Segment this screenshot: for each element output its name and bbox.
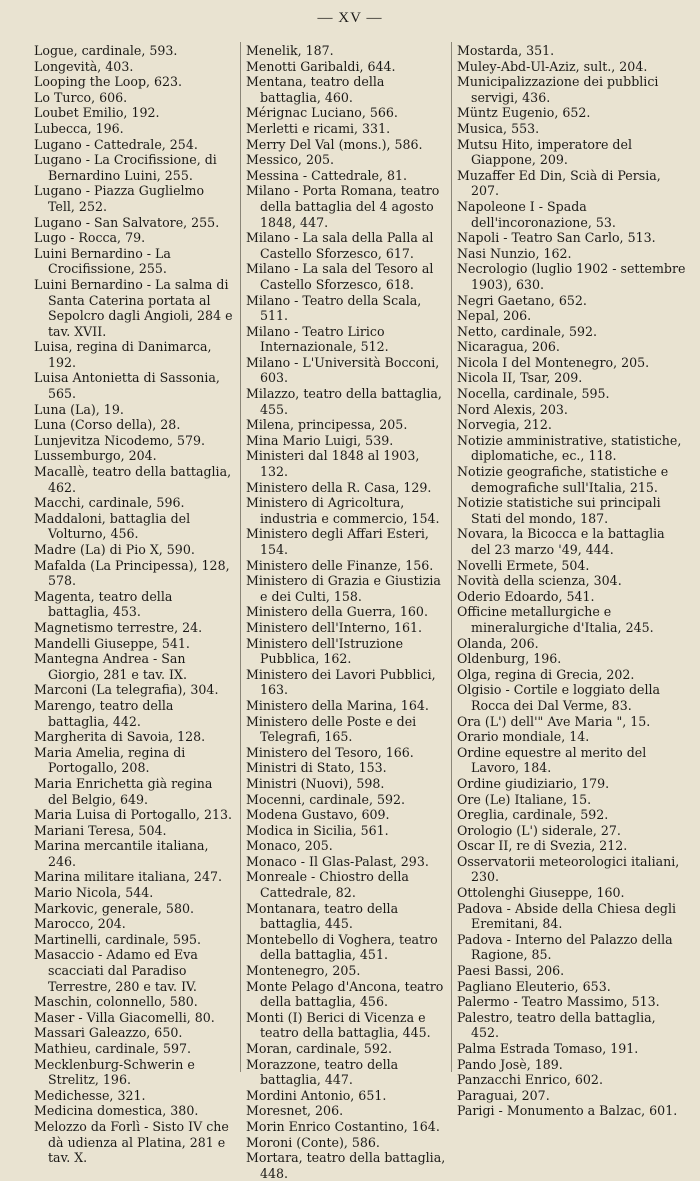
index-column-3 xyxy=(457,43,690,1119)
index-entry: Oscar II, re di Svezia, 212. xyxy=(457,838,628,854)
index-entry: Modica in Sicilia, 561. xyxy=(246,822,389,838)
index-entry: Negri Gaetano, 652. xyxy=(457,292,587,308)
index-entry: Ordine equestre al merito del Lavoro, 184. xyxy=(457,744,651,776)
index-entry: Mantegna Andrea - San Giorgio, 281 e tav. IX. xyxy=(34,651,190,682)
index-entry: Luini Bernardino - La Crocifissione, 255. xyxy=(34,245,175,277)
index-entry: Menelik, 187. xyxy=(246,43,334,58)
index-entry: Palermo - Teatro Massimo, 513. xyxy=(457,994,660,1010)
index-entry: Maria Enrichetta già regina del Belgio, 649. xyxy=(34,775,217,807)
index-entry: Mario Nicola, 544. xyxy=(34,885,154,901)
index-entry: Luini Bernardino - La salma di Santa Caterina portata al Sepolcro dagli Angioli, 284 e tav. XVII. xyxy=(34,276,237,339)
index-entry: Ministero di Agricoltura, industria e commercio, 154. xyxy=(246,495,440,526)
index-entry: Luisa Antonietta di Sassonia, 565. xyxy=(34,370,224,402)
index-entry: Moresnet, 206. xyxy=(246,1103,344,1119)
index-entry: Norvegia, 212. xyxy=(457,417,552,433)
index-entry: Palma Estrada Tomaso, 191. xyxy=(457,1041,639,1056)
index-entry: Massari Galeazzo, 650. xyxy=(34,1025,183,1041)
index-entry: Mentana, teatro della battaglia, 460. xyxy=(246,74,389,105)
index-entry: Melozzo da Forlì - Sisto IV che dà udienza al Platina, 281 e tav. X. xyxy=(34,1118,233,1166)
index-entry: Napoli - Teatro San Carlo, 513. xyxy=(457,230,656,246)
index-entry: Mostarda, 351. xyxy=(457,43,555,58)
index-entry: Pando Josè, 189. xyxy=(457,1056,563,1072)
index-entry: Mina Mario Luigi, 539. xyxy=(246,432,394,448)
index-entry: Marengo, teatro della battaglia, 442. xyxy=(34,697,178,729)
index-entry: Montebello di Voghera, teatro della battaglia, 451. xyxy=(246,931,442,963)
index-entry: Ora (L') dell'" Ave Maria ", 15. xyxy=(457,713,651,729)
index-entry: Padova - Abside della Chiesa degli Eremitani, 84. xyxy=(457,900,681,932)
index-entry: Napoleone I - Spada dell'incoronazione, 53. xyxy=(457,198,616,230)
index-entry: Luna (La), 19. xyxy=(34,401,124,417)
index-entry: Masaccio - Adamo ed Eva scacciati dal Paradiso Terrestre, 280 e tav. IV. xyxy=(34,947,202,994)
index-entry: Maria Amelia, regina di Portogallo, 208. xyxy=(34,744,190,776)
index-entry: Paesi Bassi, 206. xyxy=(457,963,565,979)
index-entry: Lo Turco, 606. xyxy=(34,89,128,105)
index-entry: Mecklenburg-Schwerin e Strelitz, 196. xyxy=(34,1056,199,1088)
index-entry: Notizie amministrative, statistiche, diplomatiche, ec., 118. xyxy=(457,432,686,464)
index-entry: Officine metallurgiche e mineralurgiche d'Italia, 245. xyxy=(457,604,654,635)
index-entry: Ministero della Marina, 164. xyxy=(246,697,429,713)
index-entry: Müntz Eugenio, 652. xyxy=(457,105,591,121)
index-entry: Monaco - Il Glas-Palast, 293. xyxy=(246,853,429,869)
index-entry: Looping the Loop, 623. xyxy=(34,74,183,90)
page-number: — XV — xyxy=(317,10,383,26)
index-entry: Luna (Corso della), 28. xyxy=(34,417,181,433)
index-entry: Lussemburgo, 204. xyxy=(34,448,157,464)
index-entry: Mathieu, cardinale, 597. xyxy=(34,1041,191,1056)
index-entry: Milano - Porta Romana, teatro della battaglia del 4 agosto 1848, 447. xyxy=(246,183,444,230)
index-entry: Madre (La) di Pio X, 590. xyxy=(34,542,195,557)
index-entry: Ottolenghi Giuseppe, 160. xyxy=(457,885,625,901)
index-entry: Notizie statistiche sui principali Stati del mondo, 187. xyxy=(457,495,665,526)
index-entry: Novara, la Bicocca e la battaglia del 23 marzo '49, 444. xyxy=(457,526,669,557)
index-entry: Longevità, 403. xyxy=(34,58,134,74)
index-entry: Maddaloni, battaglia del Volturno, 456. xyxy=(34,510,195,542)
index-entry: Monaco, 205. xyxy=(246,838,333,854)
index-entry: Luisa, regina di Danimarca, 192. xyxy=(34,339,216,370)
index-entry: Milano - La sala della Palla al Castello Sforzesco, 617. xyxy=(246,230,438,261)
index-entry: Musica, 553. xyxy=(457,120,540,136)
index-entry: Parigi - Monumento a Balzac, 601. xyxy=(457,1103,678,1119)
index-entry: Marocco, 204. xyxy=(34,916,126,932)
index-entry: Marina militare italiana, 247. xyxy=(34,869,222,885)
index-entry: Ministri (Nuovi), 598. xyxy=(246,775,385,791)
index-entry: Ministero di Grazia e Giustizia e dei Culti, 158. xyxy=(246,573,445,604)
index-entry: Monreale - Chiostro della Cattedrale, 82. xyxy=(246,869,413,901)
index-entry: Lubecca, 196. xyxy=(34,120,124,136)
index-entry: Lugo - Rocca, 79. xyxy=(34,230,146,246)
index-entry: Monte Pelago d'Ancona, teatro della battaglia, 456. xyxy=(246,978,448,1010)
index-entry: Logue, cardinale, 593. xyxy=(34,43,178,58)
index-entry: Menotti Garibaldi, 644. xyxy=(246,58,396,74)
index-entry: Montanara, teatro della battaglia, 445. xyxy=(246,900,403,932)
index-entry: Novelli Ermete, 504. xyxy=(457,557,590,573)
index-entry: Milano - Teatro Lirico Internazionale, 512. xyxy=(246,323,389,355)
index-entry: Ministero della R. Casa, 129. xyxy=(246,479,432,495)
index-entry: Milena, principessa, 205. xyxy=(246,417,408,433)
column-divider xyxy=(240,42,241,1072)
index-entry: Pagliano Eleuterio, 653. xyxy=(457,978,611,994)
index-entry: Olgisio - Cortile e loggiato della Rocca dei Dal Verme, 83. xyxy=(457,682,665,713)
index-entry: Ore (Le) Italiane, 15. xyxy=(457,791,592,807)
index-entry: Osservatorii meteorologici italiani, 230. xyxy=(457,853,684,885)
index-entry: Paraguai, 207. xyxy=(457,1087,550,1103)
index-entry: Maria Luisa di Portogallo, 213. xyxy=(34,807,232,823)
index-entry: Oderio Edoardo, 541. xyxy=(457,588,595,604)
column-divider xyxy=(451,42,452,1072)
index-entry: Merletti e ricami, 331. xyxy=(246,120,391,136)
index-entry: Magenta, teatro della battaglia, 453. xyxy=(34,588,177,620)
index-entry: Muley-Abd-Ul-Aziz, sult., 204. xyxy=(457,58,648,74)
index-entry: Moran, cardinale, 592. xyxy=(246,1041,392,1056)
index-entry: Nicola I del Montenegro, 205. xyxy=(457,354,650,370)
index-entry: Nasi Nunzio, 162. xyxy=(457,245,572,261)
index-entry: Moroni (Conte), 586. xyxy=(246,1134,380,1150)
index-entry: Lugano - La Crocifissione, di Bernardino Luini, 255. xyxy=(34,152,221,183)
index-entry: Martinelli, cardinale, 595. xyxy=(34,931,201,947)
index-entry: Necrologio (luglio 1902 - settembre 1903), 630. xyxy=(457,261,690,292)
index-entry: Montenegro, 205. xyxy=(246,963,361,979)
index-entry: Olanda, 206. xyxy=(457,635,539,651)
index-entry: Lugano - San Salvatore, 255. xyxy=(34,214,220,230)
index-entry: Municipalizzazione dei pubblici servigi, 436. xyxy=(457,74,663,105)
index-entry: Oreglia, cardinale, 592. xyxy=(457,807,609,823)
index-entry: Mocenni, cardinale, 592. xyxy=(246,791,406,807)
index-entry: Medicina domestica, 380. xyxy=(34,1103,199,1119)
index-entry: Orologio (L') siderale, 27. xyxy=(457,822,621,838)
index-entry: Nord Alexis, 203. xyxy=(457,401,568,417)
index-entry: Lunjevitza Nicodemo, 579. xyxy=(34,432,206,448)
index-column-1 xyxy=(34,43,235,1166)
index-entry: Palestro, teatro della battaglia, 452. xyxy=(457,1009,660,1041)
index-entry: Novità della scienza, 304. xyxy=(457,573,622,589)
index-entry: Mafalda (La Principessa), 128, 578. xyxy=(34,557,234,589)
index-entry: Maser - Villa Giacomelli, 80. xyxy=(34,1009,215,1025)
index-entry: Notizie geografiche, statistiche e demografiche sull'Italia, 215. xyxy=(457,464,673,495)
index-entry: Ministero del Tesoro, 166. xyxy=(246,744,414,760)
index-entry: Messina - Cattedrale, 81. xyxy=(246,167,408,183)
index-entry: Ministero dei Lavori Pubblici, 163. xyxy=(246,666,440,698)
index-entry: Markovic, generale, 580. xyxy=(34,900,194,916)
index-entry: Messico, 205. xyxy=(246,152,334,168)
index-entry: Milano - L'Università Bocconi, 603. xyxy=(246,354,444,386)
index-entry: Morazzone, teatro della battaglia, 447. xyxy=(246,1056,403,1088)
index-entry: Milano - La sala del Tesoro al Castello Sforzesco, 618. xyxy=(246,261,438,292)
index-entry: Nicola II, Tsar, 209. xyxy=(457,370,583,386)
index-entry: Monti (I) Berici di Vicenza e teatro della battaglia, 445. xyxy=(246,1009,431,1041)
index-entry: Nepal, 206. xyxy=(457,308,532,324)
index-entry: Morin Enrico Costantino, 164. xyxy=(246,1118,440,1134)
index-entry: Macallè, teatro della battaglia, 462. xyxy=(34,464,236,495)
index-entry: Panzacchi Enrico, 602. xyxy=(457,1072,603,1088)
index-entry: Milano - Teatro della Scala, 511. xyxy=(246,292,426,324)
index-entry: Mortara, teatro della battaglia, 448. xyxy=(246,1150,450,1181)
index-entry: Milazzo, teatro della battaglia, 455. xyxy=(246,386,446,417)
index-entry: Mandelli Giuseppe, 541. xyxy=(34,635,190,651)
index-entry: Merry Del Val (mons.), 586. xyxy=(246,136,423,152)
index-entry: Ministero delle Finanze, 156. xyxy=(246,557,434,573)
index-entry: Mutsu Hito, imperatore del Giappone, 209. xyxy=(457,136,636,168)
index-entry: Mordini Antonio, 651. xyxy=(246,1087,387,1103)
index-entry: Nicaragua, 206. xyxy=(457,339,560,355)
index-entry: Lugano - Cattedrale, 254. xyxy=(34,136,198,152)
index-entry: Ministri di Stato, 153. xyxy=(246,760,387,776)
index-entry: Oldenburg, 196. xyxy=(457,651,562,667)
index-entry: Ministero della Guerra, 160. xyxy=(246,604,428,620)
index-entry: Marina mercantile italiana, 246. xyxy=(34,838,213,869)
index-entry: Magnetismo terrestre, 24. xyxy=(34,619,203,635)
index-entry: Modena Gustavo, 609. xyxy=(246,807,390,823)
index-entry: Ministero dell'Istruzione Pubblica, 162. xyxy=(246,635,408,667)
index-entry: Nocella, cardinale, 595. xyxy=(457,386,610,402)
index-entry: Medichesse, 321. xyxy=(34,1087,146,1103)
index-entry: Mariani Teresa, 504. xyxy=(34,822,167,838)
index-column-2 xyxy=(246,43,450,1181)
index-entry: Ministero dell'Interno, 161. xyxy=(246,619,423,635)
index-entry: Orario mondiale, 14. xyxy=(457,729,590,745)
index-entry: Margherita di Savoia, 128. xyxy=(34,729,206,745)
index-entry: Ministero degli Affari Esteri, 154. xyxy=(246,526,433,557)
index-entry: Olga, regina di Grecia, 202. xyxy=(457,666,635,682)
index-entry: Muzaffer Ed Din, Scià di Persia, 207. xyxy=(457,167,665,199)
index-entry: Ordine giudiziario, 179. xyxy=(457,775,610,791)
index-entry: Ministero delle Poste e dei Telegrafi, 165. xyxy=(246,713,421,745)
index-entry: Netto, cardinale, 592. xyxy=(457,323,598,339)
index-entry: Marconi (La telegrafia), 304. xyxy=(34,682,219,698)
index-entry: Maschin, colonnello, 580. xyxy=(34,994,198,1010)
index-entry: Mérignac Luciano, 566. xyxy=(246,105,398,121)
index-entry: Loubet Emilio, 192. xyxy=(34,105,160,121)
index-entry: Padova - Interno del Palazzo della Ragione, 85. xyxy=(457,931,677,963)
index-entry: Lugano - Piazza Guglielmo Tell, 252. xyxy=(34,183,209,214)
index-entry: Ministeri dal 1848 al 1903, 132. xyxy=(246,448,424,480)
index-entry: Macchi, cardinale, 596. xyxy=(34,495,185,511)
